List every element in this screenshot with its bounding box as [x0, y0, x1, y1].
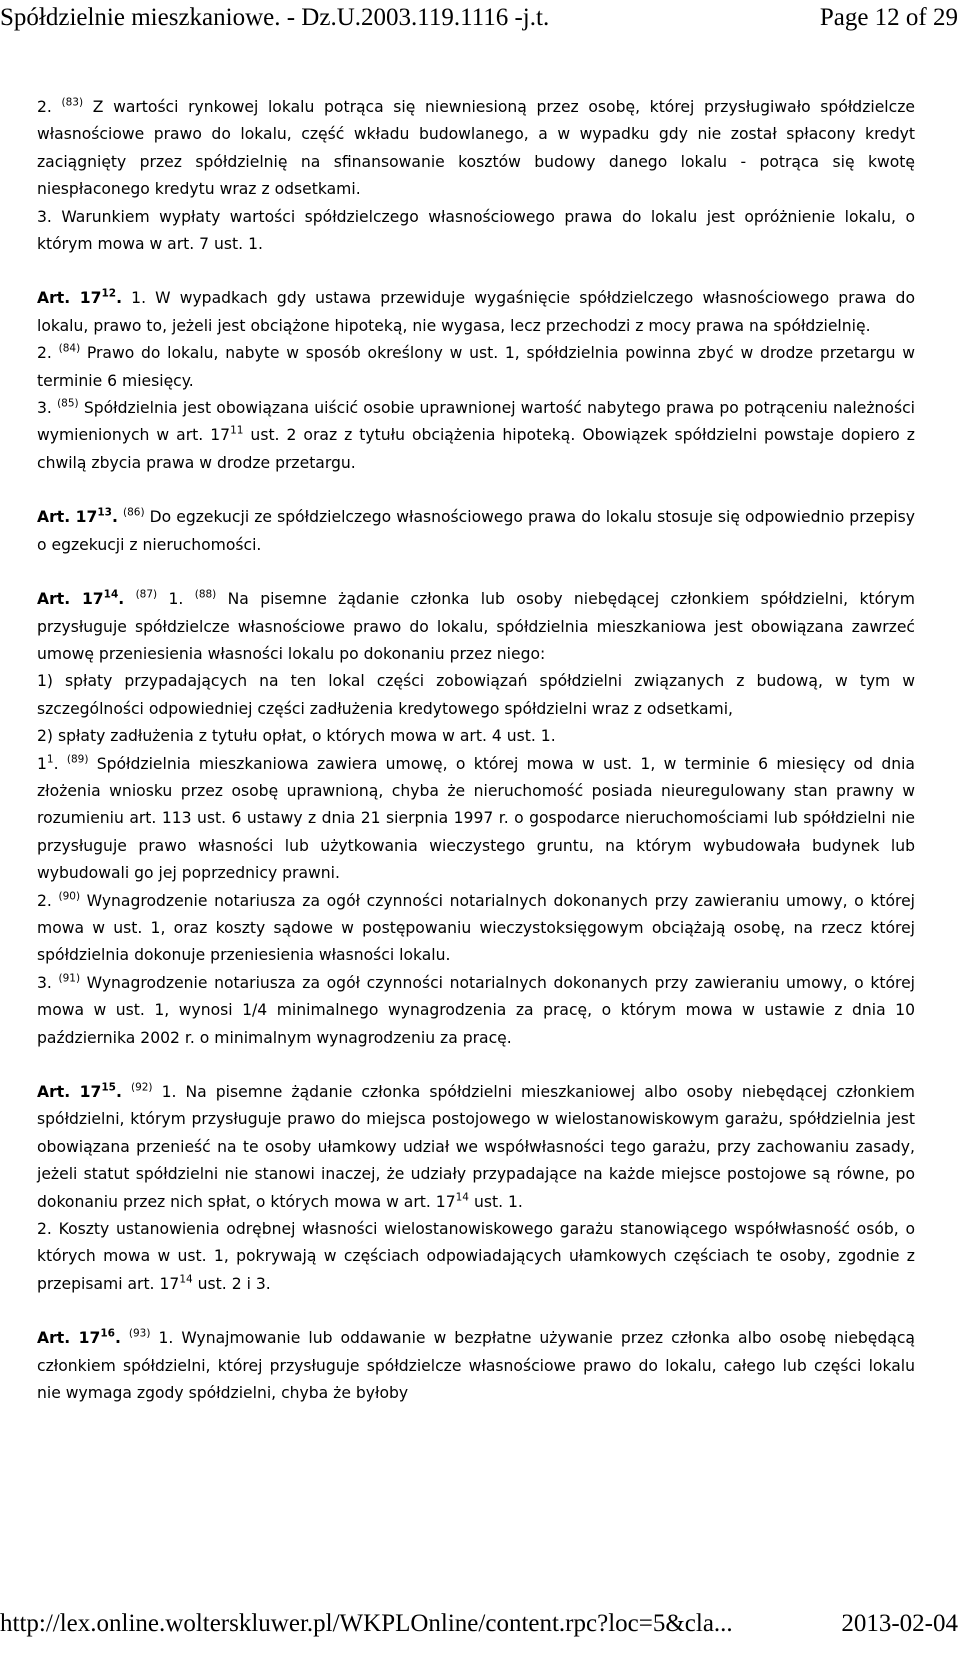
paragraph: 2) spłaty zadłużenia z tytułu opłat, o których mowa w art. 4 ust. 1.	[37, 727, 556, 746]
page-footer	[0, 1610, 960, 1650]
page-indicator: Page 12 of 29	[819, 4, 958, 31]
paragraph: $1^1$. $^{(89)}$ Spółdzielnia mieszkaniowa zawiera umowę, o której mowa w ust. 1, w terminie 6 miesięcy od dnia złożenia wniosku przez osobę uprawnioną, chyba że nieruchomość posiada nieuregulowany stan prawny w rozumieniu art. 113 ust. 6 ustawy z dnia 21 sierpnia 1997 r. o gospodarce nieruchomościami lub spółdzielni nie przysługuje prawo własności lub użytkowania wieczystego gruntu, na którym wybudowała budynek lub wybudowali go jej poprzednicy prawni.	[37, 753, 915, 883]
paragraph-spacer	[37, 1298, 915, 1325]
document-title: Spółdzielnie mieszkaniowe. - Dz.U.2003.119.1116 -j.t.	[0, 4, 550, 31]
paragraph-spacer	[37, 1052, 915, 1079]
paragraph: 2. $^{(84)}$ Prawo do lokalu, nabyte w sposób określony w ust. 1, spółdzielnia powinna zbyć w drodze przetargu w terminie 6 miesięcy.	[37, 342, 915, 390]
paragraph: 3. $^{(85)}$ Spółdzielnia jest obowiązana uiścić osobie uprawnionej wartość nabytego prawa po potrąceniu należności wymienionych w art. $17^{11}$ ust. 2 oraz z tytułu obciążenia hipoteką. Obowiązek spółdzielni powstaje dopiero z chwilą zbycia prawa w drodze przetargu.	[37, 397, 915, 472]
paragraph: Art. $17^{13}$. $^{(86)}$ Do egzekucji ze spółdzielczego własnościowego prawa do lokalu stosuje się odpowiednio przepisy o egzekucji z nieruchomości.	[37, 506, 915, 554]
paragraph: 3. $^{(91)}$ Wynagrodzenie notariusza za ogół czynności notarialnych dokonanych przy zawieraniu umowy, o której mowa w ust. 1, wynosi 1/4 minimalnego wynagrodzenia za pracę, o którym mowa w ustawie z dnia 10 października 2002 r. o minimalnym wynagrodzeniu za pracę.	[37, 972, 915, 1047]
paragraph: Art. $17^{14}$. $^{(87)}$ 1. $^{(88)}$ Na pisemne żądanie członka lub osoby niebędącej członkiem spółdzielni, którym przysługuje spółdzielcze własnościowe prawo do lokalu, spółdzielnia mieszkaniowa jest obowiązana zawrzeć umowę przeniesienia własności lokalu po dokonaniu przez niego:	[37, 588, 915, 663]
paragraph: Art. $17^{16}$. $^{(93)}$ 1. Wynajmowanie lub oddawanie w bezpłatne używanie przez członka albo osobę niebędącą członkiem spółdzielni, której przysługuje spółdzielcze własnościowe prawo do lokalu, całego lub części lokalu nie wymaga zgody spółdzielni, chyba że byłoby	[37, 1327, 915, 1403]
paragraph: 1) spłaty przypadających na ten lokal części zobowiązań spółdzielni związanych z budową, w tym w szczególności odpowiedniej części zadłużenia kredytowego spółdzielni wraz z odsetkami,	[37, 672, 915, 718]
paragraph-spacer	[37, 477, 915, 504]
paragraph: Art. $17^{12}$. 1. W wypadkach gdy ustawa przewiduje wygaśnięcie spółdzielczego własnościowego prawa do lokalu, prawo to, jeżeli jest obciążone hipoteką, nie wygasa, lecz przechodzi z mocy prawa na spółdzielnię.	[37, 287, 915, 335]
paragraph-spacer	[37, 258, 915, 285]
print-date: 2013-02-04	[841, 1610, 958, 1637]
paragraph: 3. Warunkiem wypłaty wartości spółdzielczego własnościowego prawa do lokalu jest opróżnienie lokalu, o którym mowa w art. 7 ust. 1.	[37, 207, 915, 254]
source-url: http://lex.online.wolterskluwer.pl/WKPLOnline/content.rpc?loc=5&cla...	[0, 1610, 733, 1637]
paragraph: Art. $17^{15}$. $^{(92)}$ 1. Na pisemne żądanie członka spółdzielni mieszkaniowej albo osoby niebędącej członkiem spółdzielni, którym przysługuje prawo do miejsca postojowego w wielostanowiskowym garażu, spółdzielnia jest obowiązana przenieść na te osoby ułamkowy udział we współwłasności tego garażu, przy zachowaniu zasady, jeżeli statut spółdzielni nie stanowi inaczej, że udziały przypadające na każde miejsce postojowe są równe, po dokonaniu przez nich spłat, o których mowa w art. $17^{14}$ ust. 1.	[37, 1081, 915, 1211]
paragraph: 2. $^{(83)}$ Z wartości rynkowej lokalu potrąca się niewniesioną przez osobę, której przysługiwało spółdzielcze własnościowe prawo do lokalu, część wkładu budowlanego, a w wypadku gdy nie został spłacony kredyt zaciągnięty przez spółdzielnię na sfinansowanie kosztów budowy danego lokalu - potrąca się kwotę niespłaconego kredytu wraz z odsetkami.	[37, 96, 915, 199]
paragraph-spacer	[37, 559, 915, 586]
document-body	[37, 94, 915, 1407]
page-header	[0, 4, 960, 44]
paragraph: 2. $^{(90)}$ Wynagrodzenie notariusza za ogół czynności notarialnych dokonanych przy zawieraniu umowy, o której mowa w ust. 1, oraz koszty sądowe w postępowaniu wieczystoksięgowym obciążają osobę, na rzecz której spółdzielnia dokonuje przeniesienia własności lokalu.	[37, 890, 915, 965]
paragraph: 2. Koszty ustanowienia odrębnej własności wielostanowiskowego garażu stanowiącego współwłasność osób, o których mowa w ust. 1, pokrywają w częściach odpowiadających ułamkowych częściach te osoby, zgodnie z przepisami art. $17^{14}$ ust. 2 i 3.	[37, 1220, 915, 1293]
